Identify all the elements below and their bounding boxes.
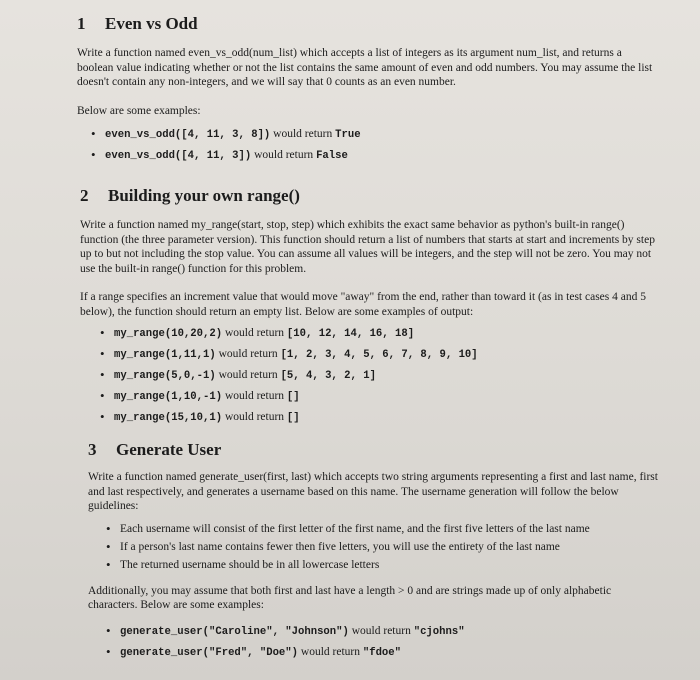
list-item: • my_range(1,11,1) would return [1, 2, 3, 4, 5, 6, 7, 8, 9, 10] — [100, 346, 478, 361]
section-title: Generate User — [116, 440, 222, 459]
section-note: If a range specifies an increment value that would move "away" from the end, rather than toward it (as in test cases 4 and 5 below), the function should return an empty list. Below are some examples of output: — [80, 291, 646, 318]
section-heading — [77, 14, 657, 36]
guideline-list — [106, 520, 660, 574]
list-item: • even_vs_odd([4, 11, 3]) would return False — [91, 147, 348, 162]
list-item: • generate_user("Caroline", "Johnson") would return "cjohns" — [106, 622, 465, 638]
section-heading — [80, 186, 658, 208]
section-generate-user — [88, 440, 660, 663]
section-number: 3 — [88, 440, 97, 459]
section-heading — [88, 440, 660, 462]
list-item: • even_vs_odd([4, 11, 3, 8]) would return True — [91, 126, 361, 141]
list-item: • my_range(5,0,-1) would return [5, 4, 3, 2, 1] — [100, 367, 376, 382]
section-description: Write a function named my_range(start, stop, step) which exhibits the exact same behavior as python's built-in range() function (the three parameter version). This function should return a list of numbers that starts at start and increments by step up to but not including the stop value. You can assume all values will be integers, and the step will not be zero. You may not use the built-in range() function for this problem. — [80, 219, 655, 275]
section-number: 2 — [80, 186, 89, 205]
section-even-vs-odd — [77, 14, 657, 166]
section-number: 1 — [77, 14, 86, 33]
section-building-range — [80, 186, 658, 428]
list-item: • generate_user("Fred", "Doe") would return "fdoe" — [106, 643, 402, 659]
section-title: Even vs Odd — [105, 14, 198, 33]
paragraph-text: Write a function named even_vs_odd(num_list) which accepts a list of integers as its argument num_list, and returns a boolean value indicating whether or not the list contains the same amount of even and odd numbers. You may assume the list doesn't contain any non-integers, and we will say that 0 counts as an even number. — [77, 47, 653, 88]
list-item: • The returned username should be in all lowercase letters — [106, 556, 380, 572]
examples-intro: Below are some examples: — [77, 104, 201, 117]
list-item: • my_range(10,20,2) would return [10, 12, 14, 16, 18] — [100, 325, 415, 340]
example-list — [106, 621, 660, 663]
example-list — [100, 323, 658, 428]
section-description: Write a function named generate_user(first, last) which accepts two string arguments representing a first and last name, first and last respectively, and generates a username based on this name. The username generation will follow the below guidelines: — [88, 471, 658, 512]
list-item: • Each username will consist of the first letter of the first name, and the first five letters of the last name — [106, 520, 590, 536]
list-item: • If a person's last name contains fewer then five letters, you will use the entirety of the last name — [106, 538, 560, 554]
section-description — [77, 46, 657, 90]
list-item: • my_range(1,10,-1) would return [] — [100, 388, 300, 403]
section-title: Building your own range() — [108, 186, 300, 205]
example-list — [91, 124, 657, 166]
list-item: • my_range(15,10,1) would return [] — [100, 409, 300, 424]
section-note: Additionally, you may assume that both first and last have a length > 0 and are strings made up of only alphabetic characters. Below are some examples: — [88, 584, 612, 611]
